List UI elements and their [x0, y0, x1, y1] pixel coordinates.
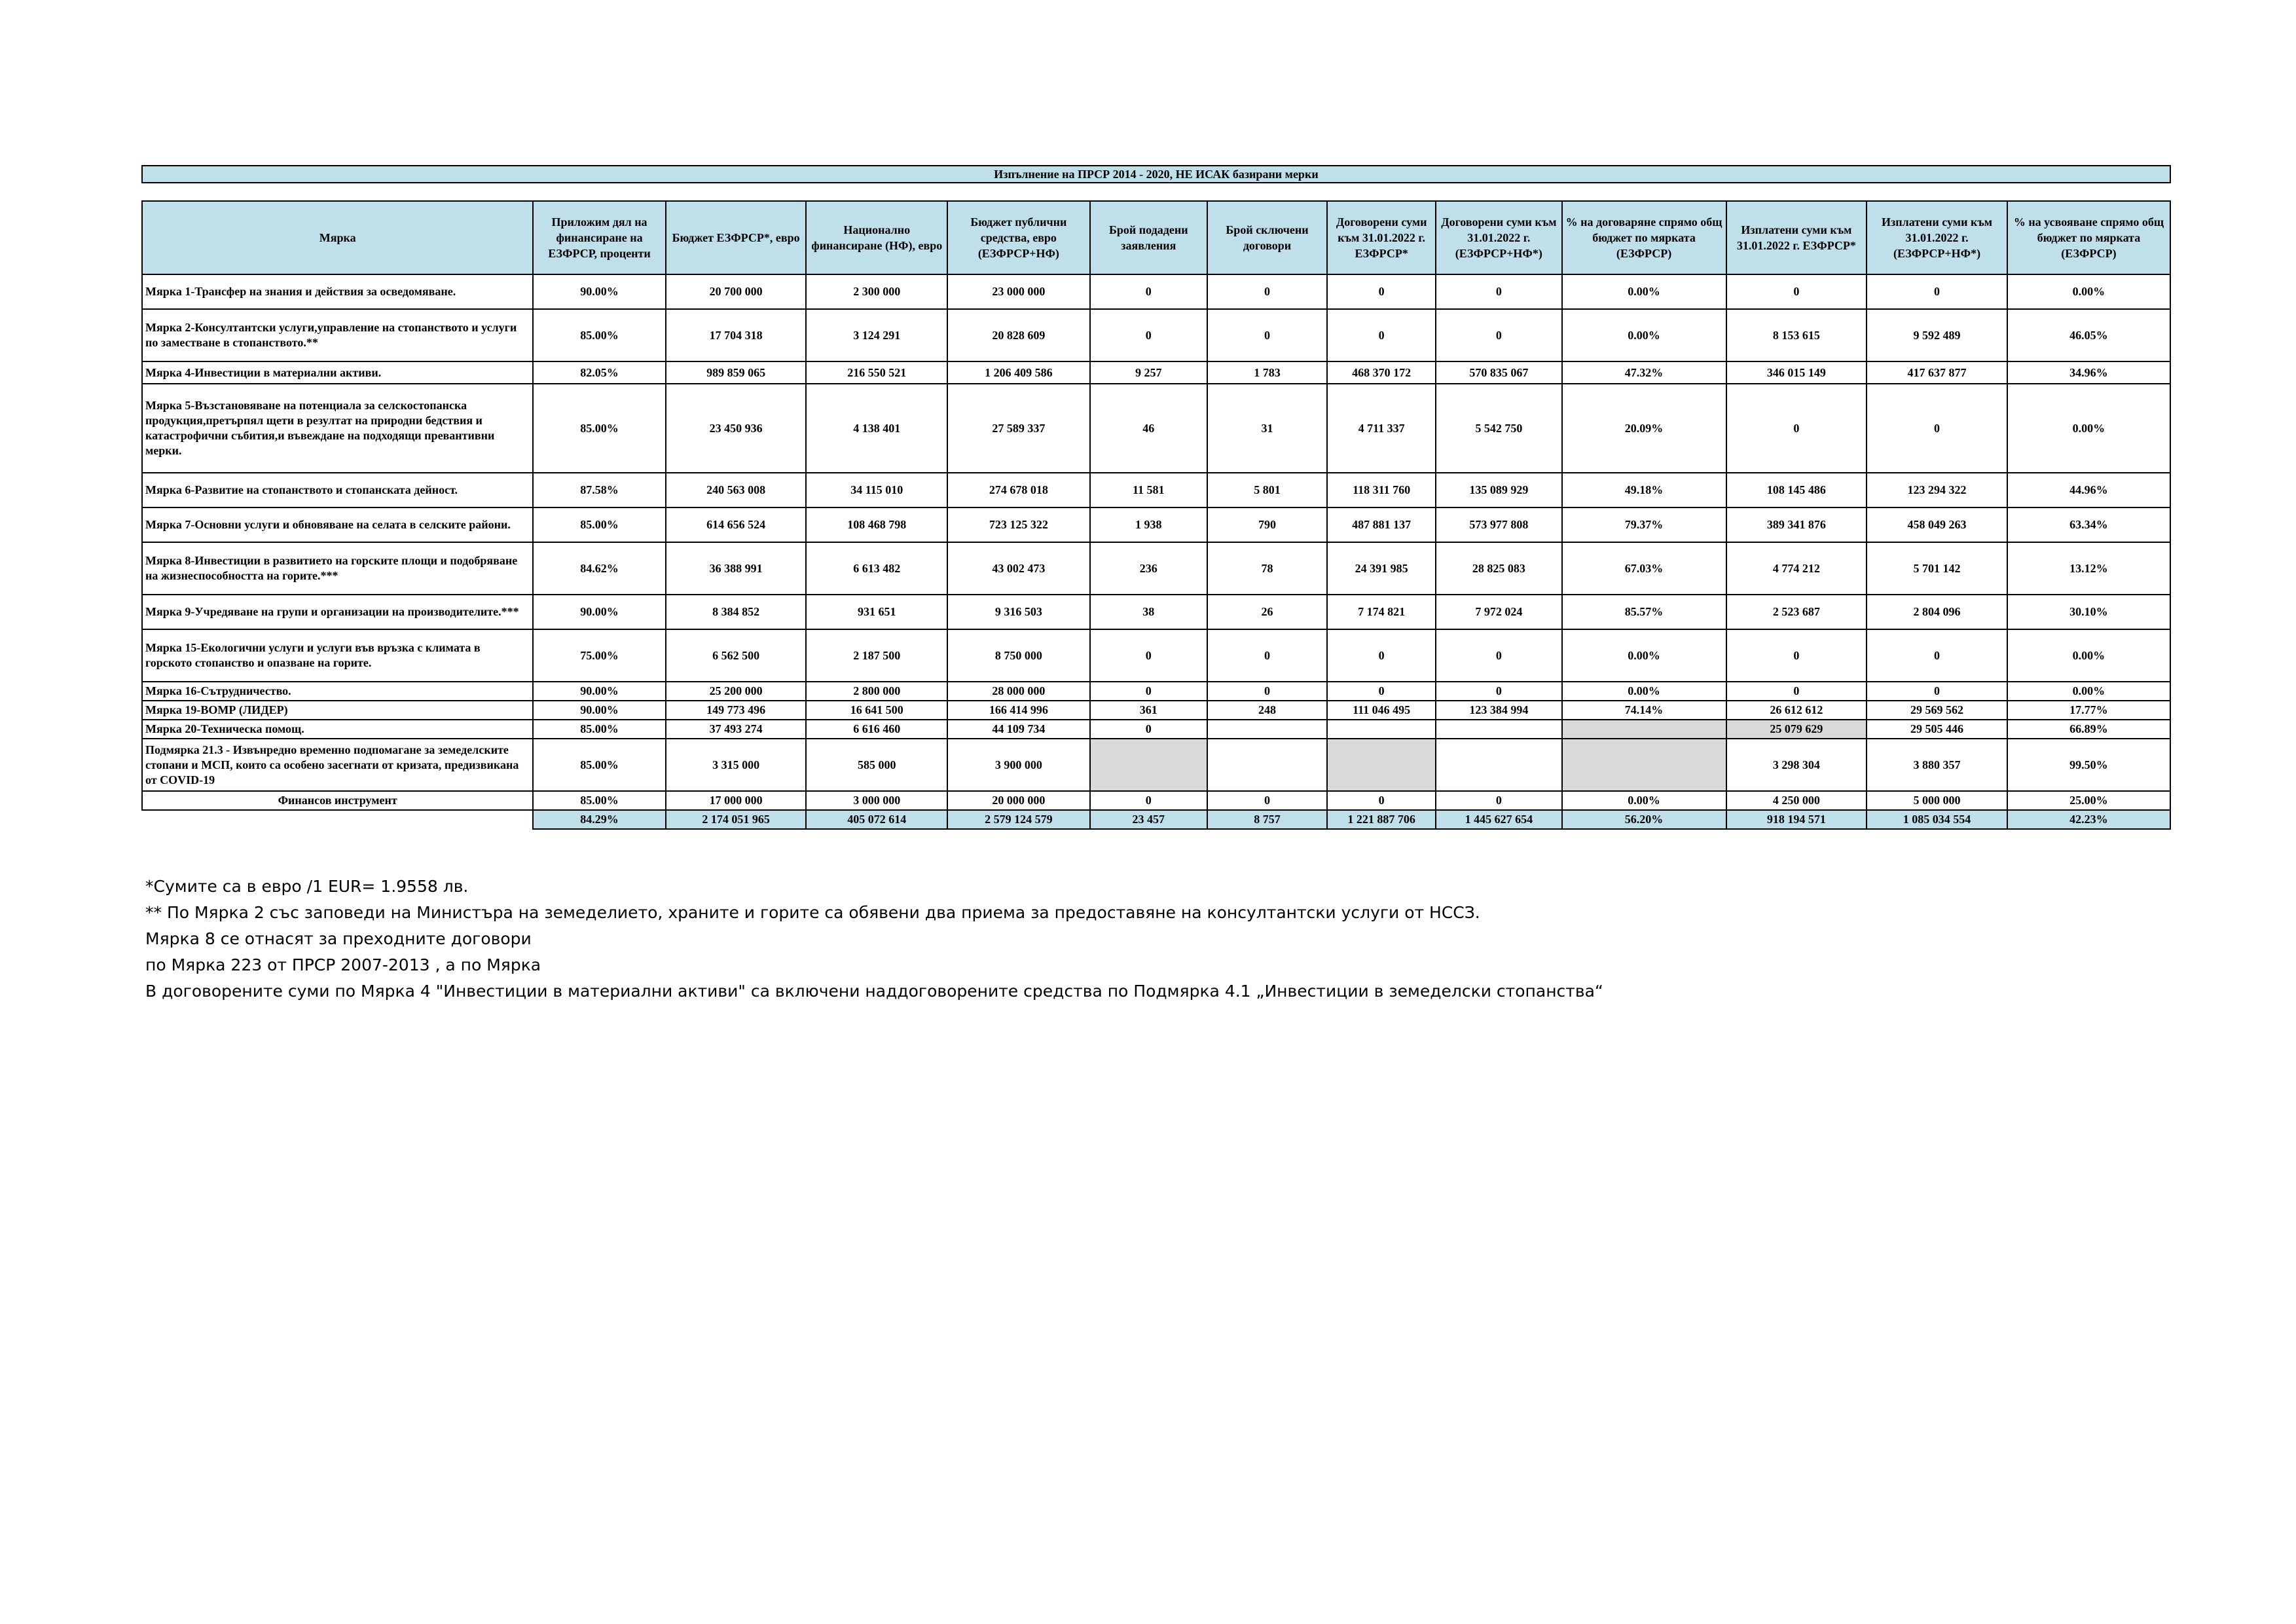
- value-cell: 7 174 821: [1327, 595, 1436, 629]
- value-cell: 5 542 750: [1436, 384, 1561, 473]
- total-cell: 1 445 627 654: [1436, 810, 1561, 829]
- value-cell: 25.00%: [2007, 791, 2170, 810]
- value-cell: 108 468 798: [806, 507, 947, 542]
- value-cell: 4 711 337: [1327, 384, 1436, 473]
- value-cell: 0: [1327, 791, 1436, 810]
- value-cell: 23 000 000: [947, 274, 1090, 309]
- value-cell: 468 370 172: [1327, 361, 1436, 384]
- total-cell: 56.20%: [1562, 810, 1726, 829]
- value-cell: 5 000 000: [1867, 791, 2007, 810]
- value-cell: 2 300 000: [806, 274, 947, 309]
- footnote: по Мярка 223 от ПРСР 2007-2013 , а по Мярка: [145, 955, 541, 974]
- value-cell: 0.00%: [1562, 274, 1726, 309]
- value-cell: 3 124 291: [806, 309, 947, 361]
- measure-name-cell: Мярка 9-Учредяване на групи и организации на производителите.***: [142, 595, 533, 629]
- value-cell: [1436, 720, 1561, 739]
- value-cell: 4 774 212: [1726, 542, 1867, 595]
- header-contracted-pct: % на договаряне спрямо общ бюджет по мярката (ЕЗФРСР): [1562, 201, 1726, 274]
- table-row: [142, 720, 2170, 739]
- value-cell: 6 613 482: [806, 542, 947, 595]
- value-cell: 8 750 000: [947, 629, 1090, 682]
- value-cell: 90.00%: [533, 701, 665, 720]
- value-cell: 84.62%: [533, 542, 665, 595]
- value-cell: 0.00%: [2007, 629, 2170, 682]
- total-cell: 405 072 614: [806, 810, 947, 829]
- value-cell: 99.50%: [2007, 739, 2170, 791]
- value-cell: 29 569 562: [1867, 701, 2007, 720]
- table-row: [142, 309, 2170, 361]
- value-cell: 74.14%: [1562, 701, 1726, 720]
- value-cell: 0: [1726, 384, 1867, 473]
- total-cell: 1 085 034 554: [1867, 810, 2007, 829]
- header-efrd-share: Приложим дял на финансиране на ЕЗФРСР, проценти: [533, 201, 665, 274]
- value-cell: 27 589 337: [947, 384, 1090, 473]
- value-cell: [1562, 739, 1726, 791]
- value-cell: 0: [1726, 274, 1867, 309]
- value-cell: 4 250 000: [1726, 791, 1867, 810]
- value-cell: 111 046 495: [1327, 701, 1436, 720]
- value-cell: 20 828 609: [947, 309, 1090, 361]
- value-cell: 11 581: [1090, 473, 1207, 507]
- value-cell: 17.77%: [2007, 701, 2170, 720]
- value-cell: 3 315 000: [666, 739, 807, 791]
- value-cell: 0: [1090, 682, 1207, 701]
- measure-name-cell: Мярка 5-Възстановяване на потенциала за селскостопанска продукция,претърпял щети в резултат на природни бедствия и катастрофични събития,и въвеждане на подходящи превантивни мерки.: [142, 384, 533, 473]
- value-cell: 0: [1327, 274, 1436, 309]
- value-cell: 82.05%: [533, 361, 665, 384]
- value-cell: 87.58%: [533, 473, 665, 507]
- value-cell: 118 311 760: [1327, 473, 1436, 507]
- value-cell: 0: [1090, 791, 1207, 810]
- value-cell: 2 800 000: [806, 682, 947, 701]
- header-row: [142, 201, 2170, 274]
- totals-blank-cell: [142, 810, 533, 829]
- measure-name-cell: Мярка 16-Сътрудничество.: [142, 682, 533, 701]
- value-cell: 28 825 083: [1436, 542, 1561, 595]
- value-cell: 0: [1207, 309, 1327, 361]
- value-cell: 2 187 500: [806, 629, 947, 682]
- header-absorption-pct: % на усвояване спрямо общ бюджет по мярката (ЕЗФРСР): [2007, 201, 2170, 274]
- table-row: [142, 473, 2170, 507]
- header-measure: Мярка: [142, 201, 533, 274]
- value-cell: 49.18%: [1562, 473, 1726, 507]
- value-cell: 8 153 615: [1726, 309, 1867, 361]
- value-cell: 0: [1867, 384, 2007, 473]
- header-national-funding: Национално финансиране (НФ), евро: [806, 201, 947, 274]
- value-cell: 0: [1867, 629, 2007, 682]
- value-cell: 274 678 018: [947, 473, 1090, 507]
- header-contracts: Брой сключени договори: [1207, 201, 1327, 274]
- footnotes: [145, 874, 2109, 1005]
- value-cell: 17 704 318: [666, 309, 807, 361]
- total-cell: 918 194 571: [1726, 810, 1867, 829]
- value-cell: 85.00%: [533, 309, 665, 361]
- value-cell: 0: [1867, 682, 2007, 701]
- header-efrd-budget: Бюджет ЕЗФРСР*, евро: [666, 201, 807, 274]
- value-cell: 43 002 473: [947, 542, 1090, 595]
- value-cell: 47.32%: [1562, 361, 1726, 384]
- value-cell: 44 109 734: [947, 720, 1090, 739]
- value-cell: 8 384 852: [666, 595, 807, 629]
- value-cell: 5 701 142: [1867, 542, 2007, 595]
- value-cell: 3 298 304: [1726, 739, 1867, 791]
- value-cell: 29 505 446: [1867, 720, 2007, 739]
- table-row: [142, 274, 2170, 309]
- value-cell: 135 089 929: [1436, 473, 1561, 507]
- value-cell: [1090, 739, 1207, 791]
- table-body: [142, 274, 2170, 829]
- header-paid-total: Изплатени суми към 31.01.2022 г. (ЕЗФРСР+НФ*): [1867, 201, 2007, 274]
- value-cell: 9 316 503: [947, 595, 1090, 629]
- value-cell: 0: [1090, 720, 1207, 739]
- value-cell: 85.57%: [1562, 595, 1726, 629]
- table-row: [142, 791, 2170, 810]
- total-cell: 42.23%: [2007, 810, 2170, 829]
- value-cell: 361: [1090, 701, 1207, 720]
- value-cell: 0.00%: [2007, 274, 2170, 309]
- value-cell: 46.05%: [2007, 309, 2170, 361]
- value-cell: 0: [1436, 682, 1561, 701]
- value-cell: 0.00%: [1562, 309, 1726, 361]
- value-cell: 63.34%: [2007, 507, 2170, 542]
- value-cell: 417 637 877: [1867, 361, 2007, 384]
- value-cell: 36 388 991: [666, 542, 807, 595]
- value-cell: 24 391 985: [1327, 542, 1436, 595]
- value-cell: 67.03%: [1562, 542, 1726, 595]
- value-cell: 20 000 000: [947, 791, 1090, 810]
- value-cell: [1562, 720, 1726, 739]
- value-cell: 0: [1090, 629, 1207, 682]
- value-cell: 23 450 936: [666, 384, 807, 473]
- value-cell: 25 200 000: [666, 682, 807, 701]
- value-cell: 9 592 489: [1867, 309, 2007, 361]
- measure-name-cell: Мярка 19-ВОМР (ЛИДЕР): [142, 701, 533, 720]
- table-row: [142, 595, 2170, 629]
- total-cell: 1 221 887 706: [1327, 810, 1436, 829]
- value-cell: 487 881 137: [1327, 507, 1436, 542]
- header-contracted-total: Договорени суми към 31.01.2022 г. (ЕЗФРСР+НФ*): [1436, 201, 1561, 274]
- value-cell: 0: [1436, 791, 1561, 810]
- value-cell: 0: [1436, 309, 1561, 361]
- value-cell: 123 384 994: [1436, 701, 1561, 720]
- table-row: [142, 701, 2170, 720]
- header-public-budget: Бюджет публични средства, евро (ЕЗФРСР+НФ): [947, 201, 1090, 274]
- value-cell: 26 612 612: [1726, 701, 1867, 720]
- footnote: *Сумите са в евро /1 EUR= 1.9558 лв.: [145, 877, 469, 896]
- table-row: [142, 629, 2170, 682]
- value-cell: 346 015 149: [1726, 361, 1867, 384]
- value-cell: 28 000 000: [947, 682, 1090, 701]
- value-cell: 5 801: [1207, 473, 1327, 507]
- total-cell: 23 457: [1090, 810, 1207, 829]
- header-contracted-efrd: Договорени суми към 31.01.2022 г. ЕЗФРСР*: [1327, 201, 1436, 274]
- value-cell: 0.00%: [1562, 791, 1726, 810]
- value-cell: 34 115 010: [806, 473, 947, 507]
- value-cell: 3 900 000: [947, 739, 1090, 791]
- value-cell: [1436, 739, 1561, 791]
- total-cell: 2 579 124 579: [947, 810, 1090, 829]
- value-cell: 0: [1207, 682, 1327, 701]
- value-cell: 0: [1436, 274, 1561, 309]
- value-cell: 85.00%: [533, 507, 665, 542]
- value-cell: 25 079 629: [1726, 720, 1867, 739]
- value-cell: 38: [1090, 595, 1207, 629]
- measure-name-cell: Финансов инструмент: [142, 791, 533, 810]
- value-cell: 240 563 008: [666, 473, 807, 507]
- value-cell: 1 206 409 586: [947, 361, 1090, 384]
- value-cell: 0.00%: [1562, 629, 1726, 682]
- value-cell: 0: [1090, 274, 1207, 309]
- value-cell: 216 550 521: [806, 361, 947, 384]
- table-row: [142, 542, 2170, 595]
- value-cell: 458 049 263: [1867, 507, 2007, 542]
- value-cell: 37 493 274: [666, 720, 807, 739]
- value-cell: 989 859 065: [666, 361, 807, 384]
- value-cell: 0: [1867, 274, 2007, 309]
- value-cell: 0.00%: [1562, 682, 1726, 701]
- value-cell: 85.00%: [533, 720, 665, 739]
- value-cell: 573 977 808: [1436, 507, 1561, 542]
- value-cell: [1327, 739, 1436, 791]
- value-cell: 123 294 322: [1867, 473, 2007, 507]
- value-cell: 108 145 486: [1726, 473, 1867, 507]
- footnote: Мярка 8 се отнасят за преходните договори: [145, 929, 532, 948]
- header-paid-efrd: Изплатени суми към 31.01.2022 г. ЕЗФРСР*: [1726, 201, 1867, 274]
- value-cell: 17 000 000: [666, 791, 807, 810]
- value-cell: 0: [1436, 629, 1561, 682]
- measure-name-cell: Мярка 2-Консултантски услуги,управление на стопанството и услуги по заместване в стопанството.**: [142, 309, 533, 361]
- value-cell: 20.09%: [1562, 384, 1726, 473]
- value-cell: 90.00%: [533, 682, 665, 701]
- table-row: [142, 739, 2170, 791]
- value-cell: 66.89%: [2007, 720, 2170, 739]
- measure-name-cell: Мярка 20-Техническа помощ.: [142, 720, 533, 739]
- value-cell: 30.10%: [2007, 595, 2170, 629]
- value-cell: 26: [1207, 595, 1327, 629]
- value-cell: [1207, 739, 1327, 791]
- table-row: [142, 361, 2170, 384]
- value-cell: 3 000 000: [806, 791, 947, 810]
- value-cell: 0: [1726, 629, 1867, 682]
- table-row: [142, 384, 2170, 473]
- value-cell: 85.00%: [533, 791, 665, 810]
- value-cell: 75.00%: [533, 629, 665, 682]
- value-cell: 0: [1327, 629, 1436, 682]
- value-cell: 85.00%: [533, 384, 665, 473]
- value-cell: 85.00%: [533, 739, 665, 791]
- value-cell: 236: [1090, 542, 1207, 595]
- measure-name-cell: Мярка 1-Трансфер на знания и действия за осведомяване.: [142, 274, 533, 309]
- total-cell: 8 757: [1207, 810, 1327, 829]
- value-cell: 2 804 096: [1867, 595, 2007, 629]
- value-cell: 3 880 357: [1867, 739, 2007, 791]
- totals-row: [142, 810, 2170, 829]
- value-cell: 9 257: [1090, 361, 1207, 384]
- value-cell: [1207, 720, 1327, 739]
- measure-name-cell: Мярка 8-Инвестиции в развитието на горските площи и подобряване на жизнеспособността на горите.***: [142, 542, 533, 595]
- value-cell: 13.12%: [2007, 542, 2170, 595]
- value-cell: 78: [1207, 542, 1327, 595]
- value-cell: 0: [1207, 629, 1327, 682]
- value-cell: 570 835 067: [1436, 361, 1561, 384]
- measure-name-cell: Мярка 7-Основни услуги и обновяване на селата в селските райони.: [142, 507, 533, 542]
- value-cell: 31: [1207, 384, 1327, 473]
- value-cell: 16 641 500: [806, 701, 947, 720]
- value-cell: 90.00%: [533, 595, 665, 629]
- value-cell: 44.96%: [2007, 473, 2170, 507]
- value-cell: 0: [1726, 682, 1867, 701]
- value-cell: [1327, 720, 1436, 739]
- footnote: В договорените суми по Мярка 4 "Инвестиции в материални активи" са включени наддоговорените средства по Подмярка 4.1 „Инвестиции в земеделски стопанства“: [145, 982, 1603, 1001]
- value-cell: 614 656 524: [666, 507, 807, 542]
- value-cell: 0.00%: [2007, 682, 2170, 701]
- value-cell: 90.00%: [533, 274, 665, 309]
- table-row: [142, 682, 2170, 701]
- value-cell: 0: [1207, 274, 1327, 309]
- value-cell: 790: [1207, 507, 1327, 542]
- value-cell: 248: [1207, 701, 1327, 720]
- value-cell: 723 125 322: [947, 507, 1090, 542]
- value-cell: 166 414 996: [947, 701, 1090, 720]
- total-cell: 84.29%: [533, 810, 665, 829]
- value-cell: 6 562 500: [666, 629, 807, 682]
- value-cell: 0: [1207, 791, 1327, 810]
- value-cell: 79.37%: [1562, 507, 1726, 542]
- value-cell: 1 783: [1207, 361, 1327, 384]
- value-cell: 20 700 000: [666, 274, 807, 309]
- measure-name-cell: Мярка 4-Инвестиции в материални активи.: [142, 361, 533, 384]
- value-cell: 0: [1327, 309, 1436, 361]
- table-title: Изпълнение на ПРСР 2014 - 2020, НЕ ИСАК базирани мерки: [141, 165, 2171, 183]
- value-cell: 1 938: [1090, 507, 1207, 542]
- value-cell: 7 972 024: [1436, 595, 1561, 629]
- value-cell: 585 000: [806, 739, 947, 791]
- value-cell: 389 341 876: [1726, 507, 1867, 542]
- value-cell: 0.00%: [2007, 384, 2170, 473]
- value-cell: 0: [1090, 309, 1207, 361]
- value-cell: 0: [1327, 682, 1436, 701]
- value-cell: 931 651: [806, 595, 947, 629]
- value-cell: 149 773 496: [666, 701, 807, 720]
- measure-name-cell: Подмярка 21.3 - Извънредно временно подпомагане за земеделските стопани и МСП, които са особено засегнати от кризата, предизвикана от COVID-19: [142, 739, 533, 791]
- total-cell: 2 174 051 965: [666, 810, 807, 829]
- measures-table: [141, 200, 2171, 830]
- measure-name-cell: Мярка 6-Развитие на стопанството и стопанската дейност.: [142, 473, 533, 507]
- value-cell: 2 523 687: [1726, 595, 1867, 629]
- value-cell: 46: [1090, 384, 1207, 473]
- value-cell: 4 138 401: [806, 384, 947, 473]
- measure-name-cell: Мярка 15-Екологични услуги и услуги във връзка с климата в горското стопанство и опазване на горите.: [142, 629, 533, 682]
- value-cell: 6 616 460: [806, 720, 947, 739]
- footnote: ** По Мярка 2 със заповеди на Министъра на земеделието, храните и горите са обявени два приема за предоставяне на консултантски услуги от НССЗ.: [145, 903, 1480, 922]
- table-row: [142, 507, 2170, 542]
- header-applications: Брой подадени заявления: [1090, 201, 1207, 274]
- value-cell: 34.96%: [2007, 361, 2170, 384]
